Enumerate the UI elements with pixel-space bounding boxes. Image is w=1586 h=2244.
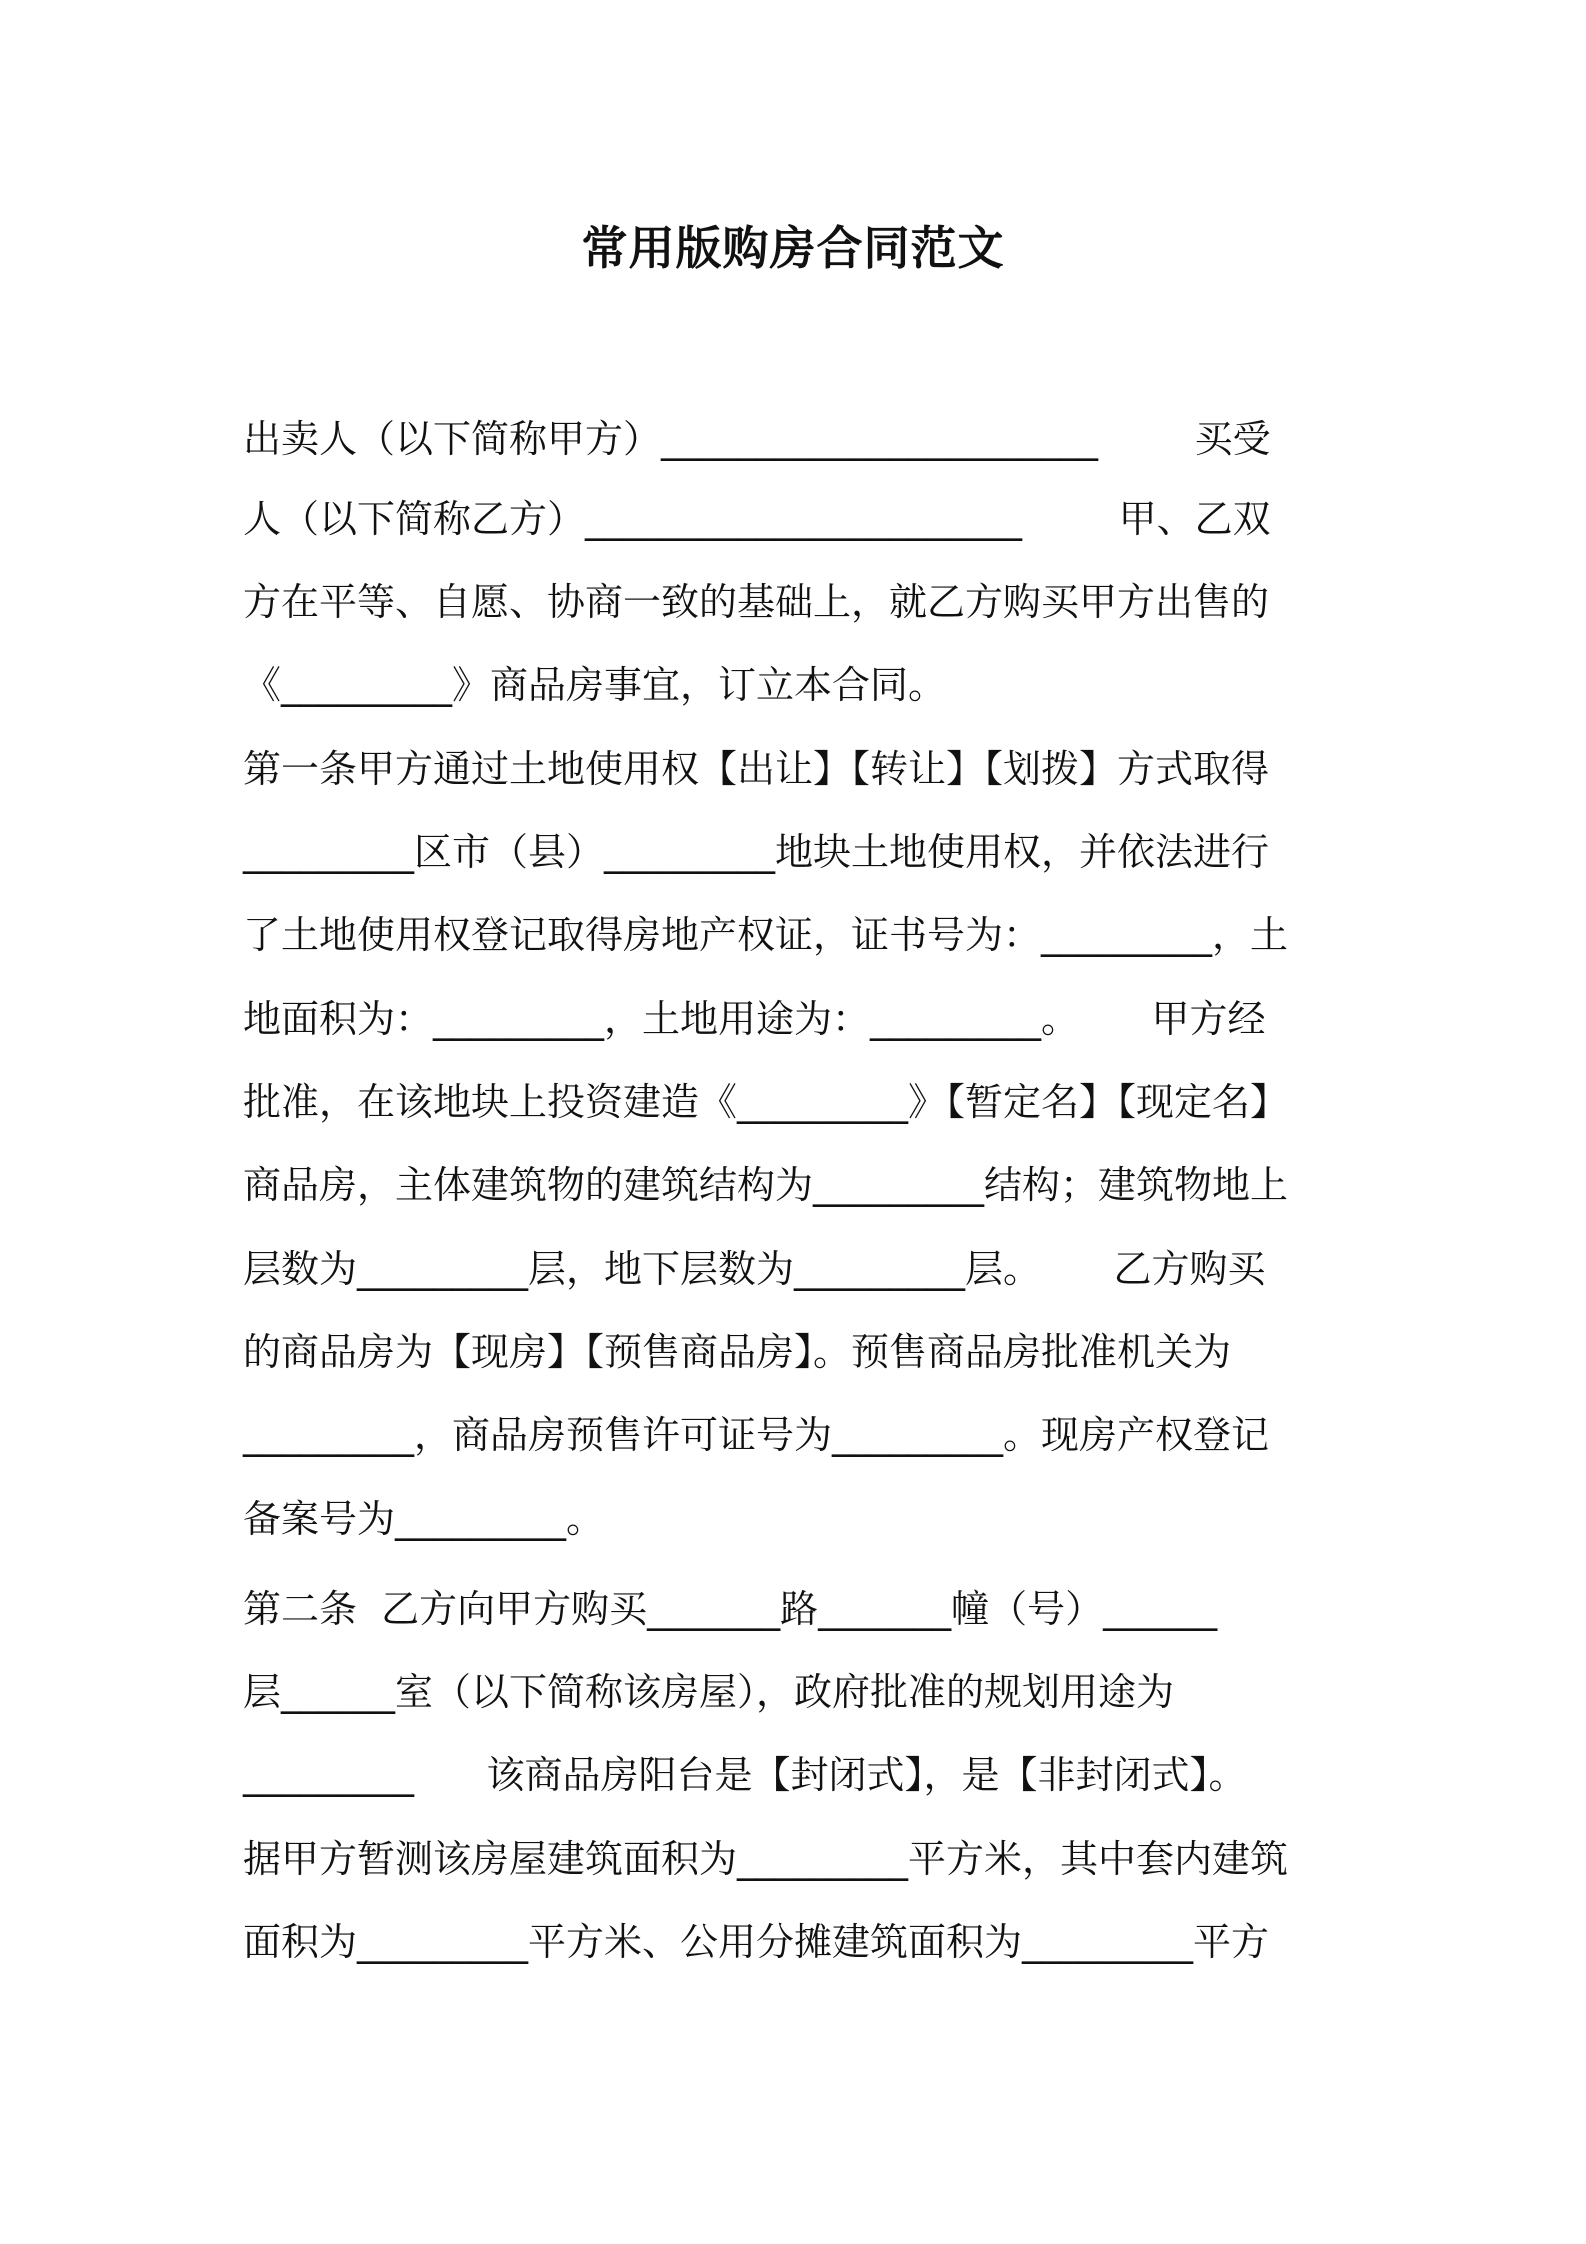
paragraph-line: _________ 该商品房阳台是【封闭式】，是【非封闭式】。 xyxy=(243,1753,1247,1797)
paragraph-line: _________，商品房预售许可证号为_________。现房产权登记 xyxy=(243,1413,1270,1457)
paragraph-line: 第二条 乙方向甲方购买_______路_______幢（号）______ xyxy=(243,1587,1218,1631)
paragraph-line: 层______室（以下简称该房屋），政府批准的规划用途为 xyxy=(243,1670,1175,1714)
paragraph-line: 批准，在该地块上投资建造《_________》【暂定名】【现定名】 xyxy=(243,1080,1289,1124)
paragraph-line: _________区市（县）_________地块土地使用权，并依法进行 xyxy=(243,830,1270,874)
paragraph-line: 出卖人（以下简称甲方）_______________________ 买受 xyxy=(243,417,1271,461)
paragraph-line: 了土地使用权登记取得房地产权证，证书号为：_________，土 xyxy=(243,913,1289,957)
paragraph-line: 面积为_________平方米、公用分摊建筑面积为_________平方 xyxy=(243,1920,1270,1964)
paragraph-line: 备案号为_________。 xyxy=(243,1497,605,1541)
document-title: 常用版购房合同范文 xyxy=(581,221,1005,275)
paragraph-line: 方在平等、自愿、协商一致的基础上，就乙方购买甲方出售的 xyxy=(243,580,1270,624)
paragraph-line: 的商品房为【现房】【预售商品房】。预售商品房批准机关为 xyxy=(243,1330,1232,1374)
paragraph-line: 地面积为：_________，土地用途为：_________。 甲方经 xyxy=(243,997,1266,1041)
paragraph-line: 据甲方暂测该房屋建筑面积为_________平方米，其中套内建筑 xyxy=(243,1837,1289,1881)
paragraph-line: 商品房，主体建筑物的建筑结构为_________结构；建筑物地上 xyxy=(243,1163,1289,1207)
paragraph-line: 人（以下简称乙方）_______________________ 甲、乙双 xyxy=(243,497,1271,541)
paragraph-line: 《_________》商品房事宜，订立本合同。 xyxy=(243,663,947,707)
paragraph-line: 层数为_________层，地下层数为_________层。 乙方购买 xyxy=(243,1247,1266,1291)
paragraph-line: 第一条甲方通过土地使用权【出让】【转让】【划拨】方式取得 xyxy=(243,747,1270,791)
